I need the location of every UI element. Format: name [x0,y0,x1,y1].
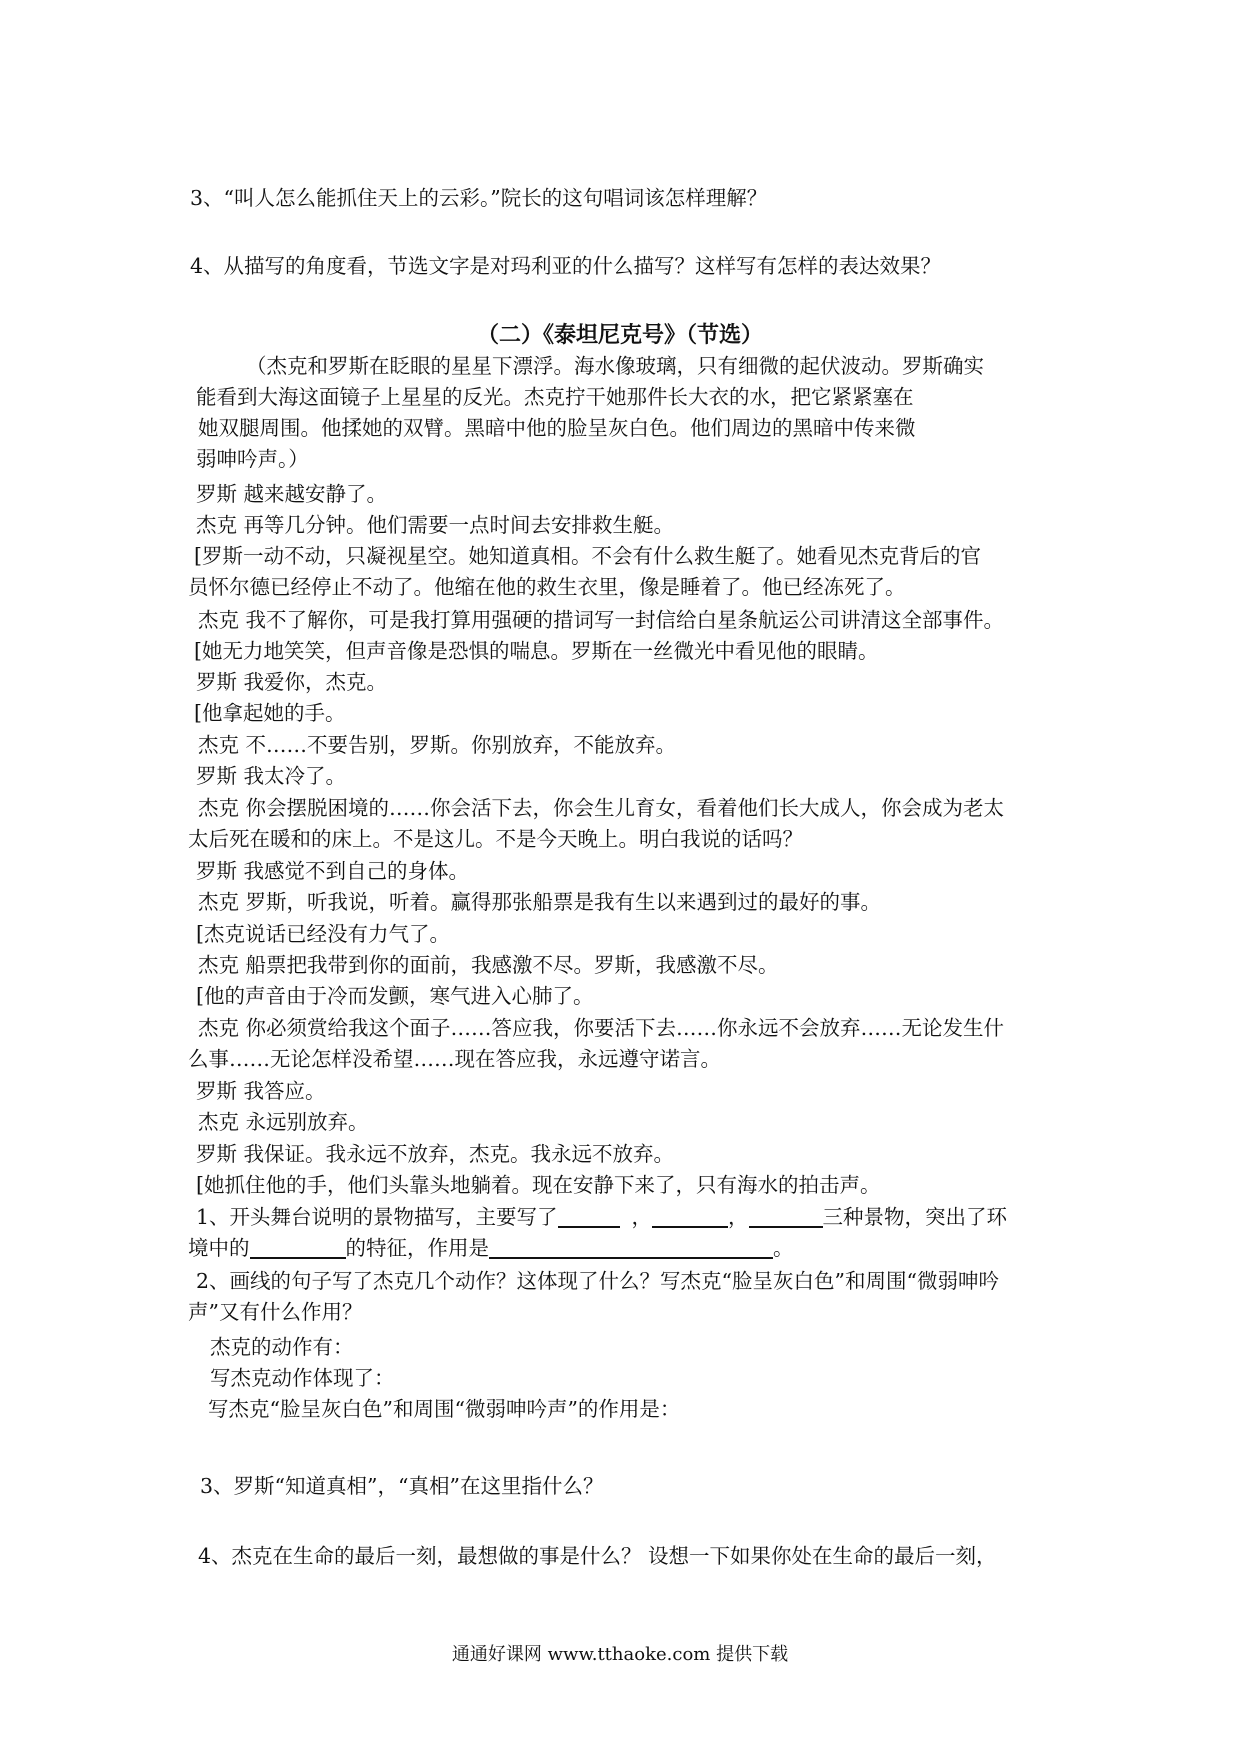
dialogue-line: 杰克 永远别放弃。 [198,1110,369,1134]
dialogue-line: 罗斯 越来越安静了。 [196,482,388,506]
stage-intro-line: （杰克和罗斯在眨眼的星星下漂浮。海水像玻璃，只有细微的起伏波动。罗斯确实 [246,354,984,378]
part1-question-4: 4、从描写的角度看，节选文字是对玛利亚的什么描写？这样写有怎样的表达效果？ [190,254,942,278]
question-1-text: 1、开头舞台说明的景物描写，主要写了 [196,1205,558,1229]
question-4: 4、杰克在生命的最后一刻，最想做的事是什么？ 设想一下如果你处在生命的最后一刻， [198,1544,997,1568]
question-1-line-1 [196,1203,1007,1231]
dialogue-line: [罗斯一动不动，只凝视星空。她知道真相。不会有什么救生艇了。她看见杰克背后的官 [194,544,981,568]
stage-intro-line: 她双腿周围。他揉她的双臂。黑暗中他的脸呈灰白色。他们周边的黑暗中传来微 [198,416,916,440]
dialogue-line: [他的声音由于冷而发颤，寒气进入心肺了。 [196,984,594,1008]
dialogue-line: 杰克 我不了解你，可是我打算用强硬的措词写一封信给白星条航运公司讲清这全部事件。 [198,608,1005,632]
dialogue-line: 太后死在暖和的床上。不是这儿。不是今天晚上。明白我说的话吗？ [188,827,803,851]
dialogue-line: 杰克 你必须赏给我这个面子……答应我，你要活下去……你永远不会放弃……无论发生什 [198,1016,1005,1040]
question-1-text: 的特征，作用是 [345,1236,489,1260]
dialogue-line: 罗斯 我爱你，杰克。 [196,670,388,694]
answer-blank [652,1204,728,1228]
dialogue-line: [她无力地笑笑，但声音像是恐惧的喘息。罗斯在一丝微光中看见他的眼睛。 [194,639,879,663]
dialogue-line: 么事……无论怎样没希望……现在答应我，永远遵守诺言。 [188,1047,721,1071]
dialogue-line: 罗斯 我太冷了。 [196,764,347,788]
footer: 通通好课网 www.tthaoke.com 提供下载 [451,1644,789,1665]
question-1-text: 三种景物，突出了环 [822,1205,1008,1229]
question-2-line: 声”又有什么作用？ [188,1300,363,1324]
dialogue-line: 罗斯 我保证。我永远不放弃，杰克。我永远不放弃。 [196,1142,675,1166]
answer-blank [250,1235,346,1259]
dialogue-line: 杰克 船票把我带到你的面前，我感激不尽。罗斯，我感激不尽。 [198,953,779,977]
part1-question-3: 3、“叫人怎么能抓住天上的云彩。”院长的这句唱词该怎样理解？ [190,186,768,210]
comma: ， [728,1205,749,1229]
answer-blank [749,1204,823,1228]
dialogue-line: [她抓住他的手，他们头靠头地躺着。现在安静下来了，只有海水的拍击声。 [196,1173,881,1197]
dialogue-line: [他拿起她的手。 [194,701,346,725]
section-title: （二）《泰坦尼克号》（节选） [476,322,763,348]
answer-blank [489,1235,773,1259]
dialogue-line: 杰克 再等几分钟。他们需要一点时间去安排救生艇。 [196,513,675,537]
dialogue-line: 罗斯 我答应。 [196,1079,326,1103]
dialogue-line: 员怀尔德已经停止不动了。他缩在他的救生衣里，像是睡着了。他已经冻死了。 [188,575,906,599]
question-2-line: 2、画线的句子写了杰克几个动作？这体现了什么？写杰克“脸呈灰白色”和周围“微弱呻吟 [196,1269,999,1293]
dialogue-line: 罗斯 我感觉不到自己的身体。 [196,859,470,883]
comma: ， [631,1205,653,1229]
question-1-line-2 [188,1234,794,1262]
dialogue-line: [杰克说话已经没有力气了。 [196,922,450,946]
answer-blank [558,1204,620,1228]
dialogue-line: 杰克 你会摆脱困境的……你会活下去，你会生儿育女，看着他们长大成人，你会成为老太 [198,796,1005,820]
question-3: 3、罗斯“知道真相”，“真相”在这里指什么？ [200,1474,604,1498]
question-1-text: 。 [773,1236,794,1260]
dialogue-line: 杰克 不……不要告别，罗斯。你别放弃，不能放弃。 [198,733,677,757]
stage-intro-line: 能看到大海这面镜子上星星的反光。杰克拧干她那件长大衣的水，把它紧紧塞在 [196,385,914,409]
question-2-sub: 写杰克动作体现了： [210,1366,395,1390]
question-2-sub: 写杰克“脸呈灰白色”和周围“微弱呻吟声”的作用是： [208,1397,681,1421]
stage-intro-line: 弱呻吟声。） [196,447,309,471]
question-1-text: 境中的 [188,1236,250,1260]
question-2-sub: 杰克的动作有： [210,1335,354,1359]
dialogue-line: 杰克 罗斯，听我说，听着。赢得那张船票是我有生以来遇到过的最好的事。 [198,890,882,914]
